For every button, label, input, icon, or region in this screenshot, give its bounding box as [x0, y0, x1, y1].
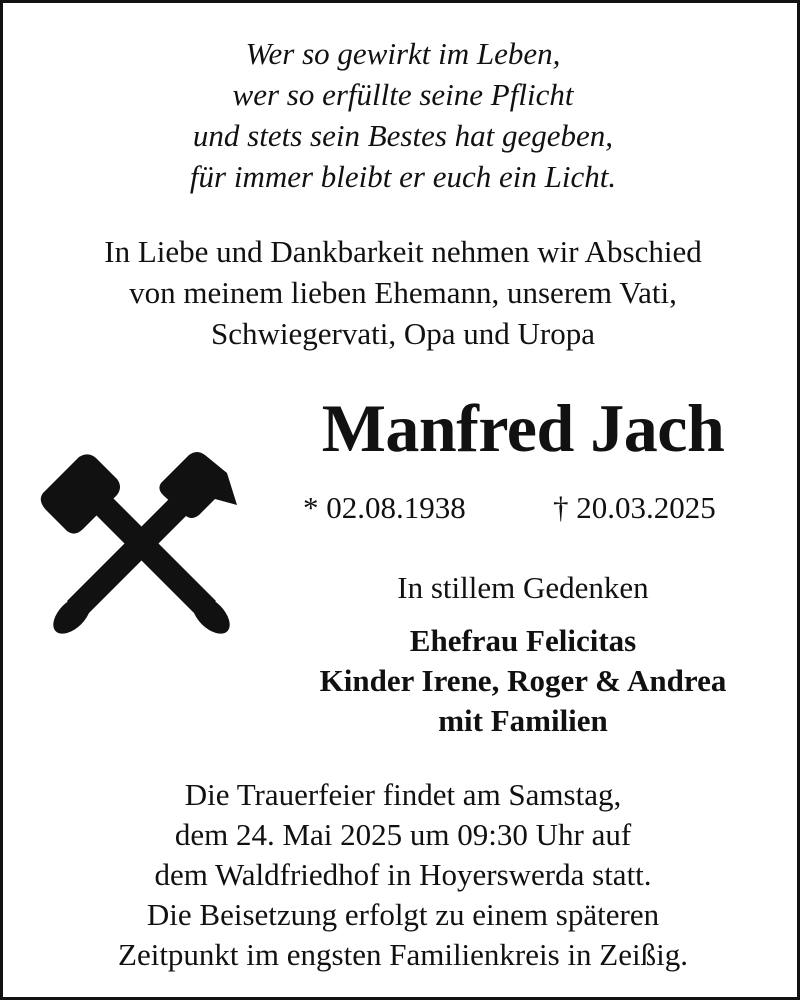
poem-line: wer so erfüllte seine Pflicht: [232, 77, 574, 112]
mourners-heading: In stillem Gedenken: [397, 570, 649, 605]
service-line: dem 24. Mai 2025 um 09:30 Uhr auf: [174, 817, 632, 852]
memorial-poem: [3, 33, 800, 197]
deceased-name: Manfred Jach: [321, 390, 725, 466]
funeral-service-info: [3, 775, 800, 975]
mourner-line: Kinder Irene, Roger & Andrea: [319, 663, 727, 698]
birth-date: * 02.08.1938: [303, 490, 466, 525]
service-line: Die Trauerfeier findet am Samstag,: [184, 777, 622, 812]
service-line: Die Beisetzung erfolgt zu einem späteren: [146, 897, 660, 932]
mourner-line: Ehefrau Felicitas: [409, 623, 637, 658]
crossed-hammers-icon: [39, 443, 244, 643]
service-line: Zeitpunkt im engsten Familienkreis in Zeißig.: [118, 937, 688, 972]
mourner-line: mit Familien: [438, 703, 608, 738]
death-date: † 20.03.2025: [553, 490, 716, 525]
poem-line: für immer bleibt er euch ein Licht.: [189, 159, 617, 194]
intro-line: von meinem lieben Ehemann, unserem Vati,: [129, 275, 677, 310]
intro-line: In Liebe und Dankbarkeit nehmen wir Abschied: [104, 234, 702, 269]
service-line: dem Waldfriedhof in Hoyerswerda statt.: [154, 857, 652, 892]
mourners-list: [263, 621, 783, 741]
intro-line: Schwiegervati, Opa und Uropa: [211, 316, 595, 351]
poem-line: Wer so gewirkt im Leben,: [245, 36, 561, 71]
poem-line: und stets sein Bestes hat gegeben,: [192, 118, 614, 153]
farewell-intro: [3, 231, 800, 354]
